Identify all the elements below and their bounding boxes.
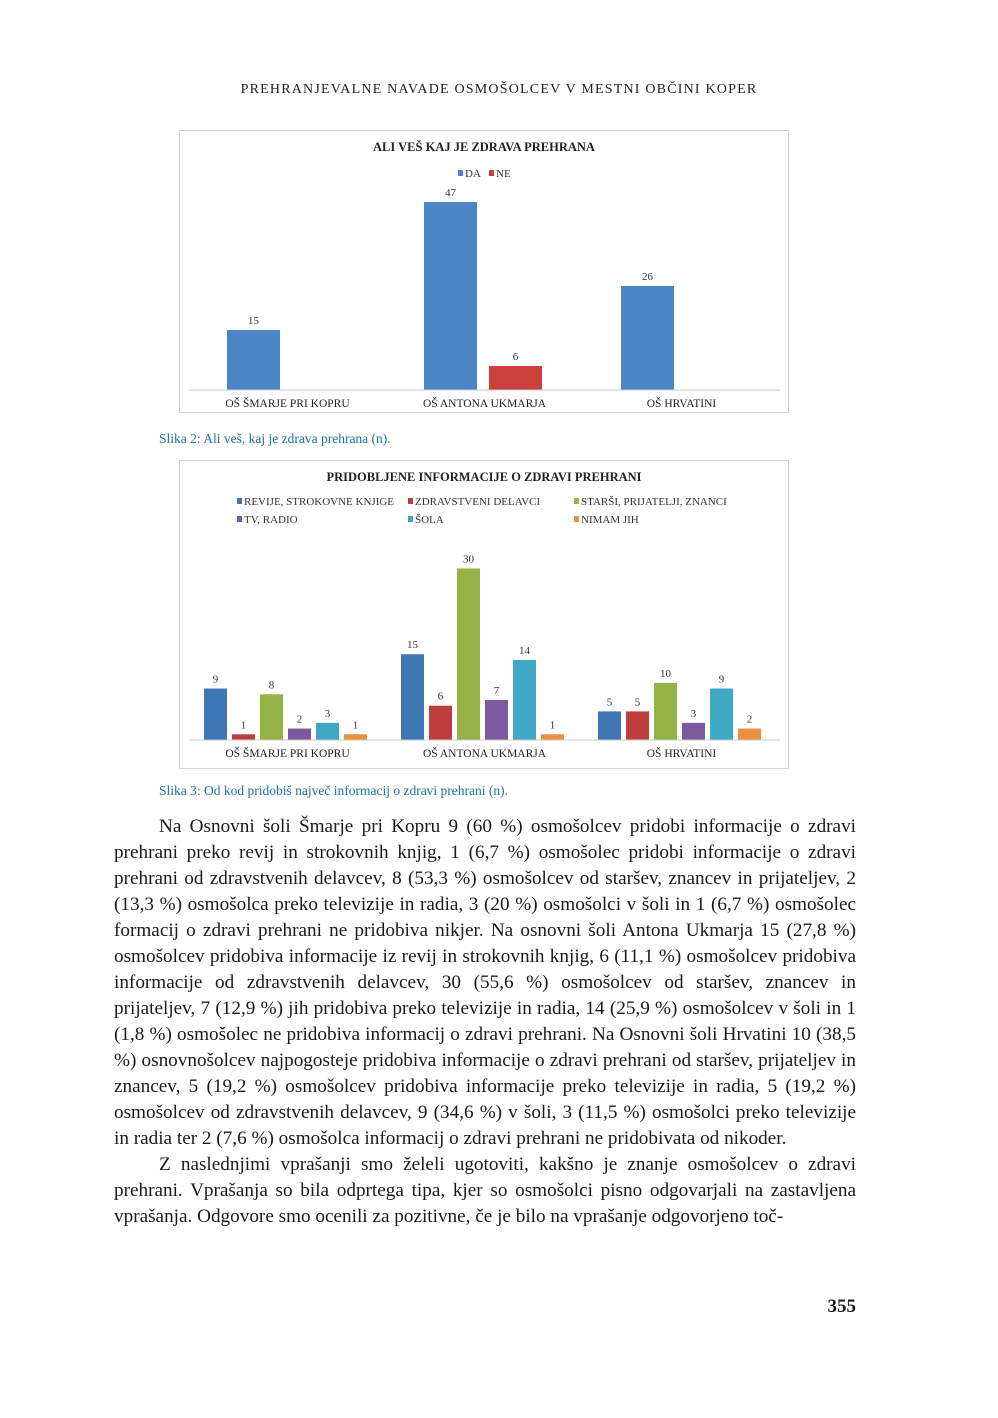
chart-title: PRIDOBLJENE INFORMACIJE O ZDRAVI PREHRANI [326, 470, 642, 484]
category-label: OŠ ŠMARJE PRI KOPRU [225, 398, 350, 410]
bar [232, 734, 255, 740]
data-label: 15 [248, 315, 259, 327]
category-label: OŠ HRVATINI [646, 398, 717, 410]
data-label: 1 [352, 719, 359, 732]
bar [401, 654, 424, 740]
bar [513, 660, 536, 740]
bar [489, 366, 542, 390]
legend-swatch [408, 516, 413, 522]
legend-swatch [574, 516, 579, 522]
bar [738, 729, 761, 740]
data-label: 15 [407, 639, 418, 652]
data-label: 9 [212, 673, 219, 686]
legend-label: ŠOLA [415, 514, 444, 526]
legend-label: NE [496, 168, 511, 180]
category-label: OŠ ANTONA UKMARJA [422, 398, 547, 410]
category-label: OŠ ANTONA UKMARJA [422, 748, 547, 760]
category-label: OŠ HRVATINI [646, 748, 717, 760]
legend-swatch [408, 498, 413, 504]
data-label: 10 [660, 667, 671, 680]
bar [204, 689, 227, 740]
chart2-svg [180, 461, 788, 768]
body-text [114, 814, 856, 1230]
data-label: 8 [268, 679, 275, 692]
legend-label: NIMAM JIH [581, 514, 639, 526]
paragraph: Z naslednjimi vprašanji smo želeli ugotoviti, kakšno je znanje osmošolcev o zdravi prehrani. Vprašanja so bila odprtega tipa, kjer so osmošolci pisno odgovarjali na zastavljena vprašanja. Odgovore smo ocenili za pozitivne, če je bilo na vprašanje odgovorjeno toč- [114, 1154, 856, 1227]
bar [316, 723, 339, 740]
bar [621, 286, 674, 390]
bar [429, 706, 452, 740]
paragraph: Na Osnovni šoli Šmarje pri Kopru 9 (60 %) osmošolcev pridobi informacije o zdravi prehrani preko revij in strokovnih knjig, 1 (6,7 %) osmošolec pridobi informacije o zdravi prehrani od zdravstvenih delavcev, 8 (53,3 %) osmošolcev od staršev, znancev in prijateljev, 2 (13,3 %) osmošolca preko televizije in radia, 3 (20 %) osmošolci v šoli in 1 (6,7 %) osmošolec formacij o zdravi prehrani ne pridobiva nikjer. Na osnovni šoli Antona Ukmarja 15 (27,8 %) osmošolcev pridobiva informacije iz revij in strokovnih knjig, 6 (11,1 %) osmošolcev pridobiva informacije od zdravstvenih delavcev, 30 (55,6 %) osmošolcev od staršev, znancev in prijateljev, 7 (12,9 %) jih pridobiva preko televizije in radia, 14 (25,9 %) osmošolcev v šoli in 1 (1,8 %) osmošolec ne pridobiva informacij o zdravi prehrani. Na Osnovni šoli Hrvatini 10 (38,5 %) osnovnošolcev najpogosteje pridobiva informacije o zdravi prehrani od staršev, prijateljev in znancev, 5 (19,2 %) osmošolcev pridobiva informacije preko televizije in radia, 5 (19,2 %) osmošolcev od zdravstvenih delavcev, 9 (34,6 %) v šoli, 3 (11,5 %) osmošolci preko televizije in radia ter 2 (7,6 %) osmošolca informacij o zdravi prehrani ne pridobivata od nikoder. [114, 816, 856, 1149]
page-number: 355 [827, 1296, 856, 1317]
legend-label: STARŠI, PRIJATELJI, ZNANCI [581, 496, 727, 508]
figure-caption-3: Slika 3: Od kod pridobiš največ informacij o zdravi prehrani (n). [159, 783, 509, 798]
legend-label: TV, RADIO [244, 514, 298, 526]
running-head: PREHRANJEVALNE NAVADE OSMOŠOLCEV V MESTNI OBČINI KOPER [240, 82, 758, 97]
data-label: 47 [445, 187, 456, 199]
data-label: 2 [746, 713, 753, 726]
data-label: 30 [463, 553, 474, 566]
bar [485, 700, 508, 740]
data-label: 3 [690, 707, 697, 720]
legend-swatch [237, 516, 242, 522]
legend-swatch [237, 498, 242, 504]
chart-healthy-diet-knowledge [179, 130, 789, 413]
data-label: 5 [634, 696, 641, 709]
data-label: 9 [718, 673, 725, 686]
bar [457, 568, 480, 740]
data-label: 14 [519, 644, 530, 657]
legend-label: DA [465, 168, 481, 180]
data-label: 1 [240, 719, 247, 732]
bar [626, 711, 649, 740]
data-label: 5 [606, 696, 613, 709]
bar [344, 734, 367, 740]
data-label: 6 [437, 690, 444, 703]
bar [598, 711, 621, 740]
bar [710, 689, 733, 740]
legend-label: ZDRAVSTVENI DELAVCI [415, 496, 541, 508]
chart-information-sources [179, 460, 789, 769]
bar [288, 729, 311, 740]
legend-swatch [489, 170, 494, 176]
chart1-svg [180, 131, 788, 412]
legend-swatch [574, 498, 579, 504]
data-label: 7 [493, 684, 500, 697]
data-label: 2 [296, 713, 303, 726]
data-label: 26 [642, 271, 653, 283]
figure-caption-2: Slika 2: Ali veš, kaj je zdrava prehrana (n). [159, 431, 391, 446]
data-label: 1 [549, 719, 556, 732]
data-label: 6 [512, 351, 519, 363]
legend-label: REVIJE, STROKOVNE KNJIGE [244, 496, 395, 508]
legend-swatch [458, 170, 463, 176]
category-label: OŠ ŠMARJE PRI KOPRU [225, 748, 350, 760]
bar [424, 202, 477, 390]
bar [682, 723, 705, 740]
bar [227, 330, 280, 390]
bar [541, 734, 564, 740]
bar [260, 694, 283, 740]
data-label: 3 [324, 707, 331, 720]
chart-title: ALI VEŠ KAJ JE ZDRAVA PREHRANA [373, 140, 595, 154]
bar [654, 683, 677, 740]
